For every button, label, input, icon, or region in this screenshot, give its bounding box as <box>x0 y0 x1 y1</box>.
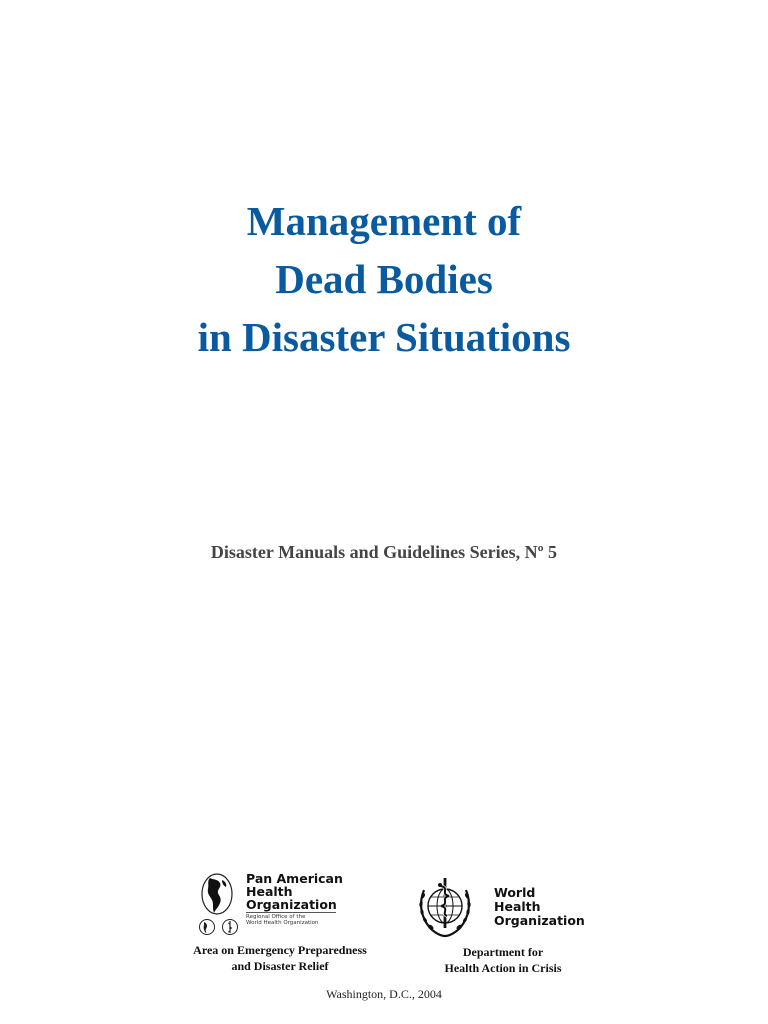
who-emblem-icon <box>416 874 474 938</box>
title-line-1: Management of <box>246 198 522 244</box>
document-title <box>0 192 768 366</box>
paho-name-line-1: Pan American <box>246 871 343 886</box>
who-name <box>494 886 585 928</box>
who-block <box>408 866 598 975</box>
paho-globe-icon <box>200 872 234 916</box>
paho-block <box>180 866 380 973</box>
series-subtitle: Disaster Manuals and Guidelines Series, Nº 5 <box>210 542 558 562</box>
who-name-line-1: World <box>494 885 536 900</box>
paho-name-line-3: Organization <box>246 897 337 912</box>
paho-sub-line-2: World Health Organization <box>246 920 319 926</box>
who-logo <box>408 866 598 944</box>
title-line-3: in Disaster Situations <box>197 314 571 360</box>
who-name-line-2: Health <box>494 899 541 914</box>
paho-caption-line-2: and Disaster Relief <box>231 959 329 973</box>
paho-subtitle <box>246 914 318 926</box>
paho-name <box>246 872 343 911</box>
who-name-line-3: Organization <box>494 913 585 928</box>
publication-place-date: Washington, D.C., 2004 <box>326 987 442 1001</box>
paho-sub-line-1: Regional Office of the <box>246 914 306 920</box>
paho-divider <box>246 912 336 913</box>
paho-small-emblems-icon <box>198 918 244 936</box>
who-caption-line-1: Department for <box>462 945 544 959</box>
who-caption <box>408 944 598 976</box>
title-line-2: Dead Bodies <box>275 256 493 302</box>
paho-name-line-2: Health <box>246 884 293 899</box>
paho-caption-line-1: Area on Emergency Preparedness <box>193 943 367 957</box>
who-caption-line-2: Health Action in Crisis <box>444 961 562 975</box>
paho-caption <box>180 942 380 974</box>
paho-logo <box>180 866 380 938</box>
